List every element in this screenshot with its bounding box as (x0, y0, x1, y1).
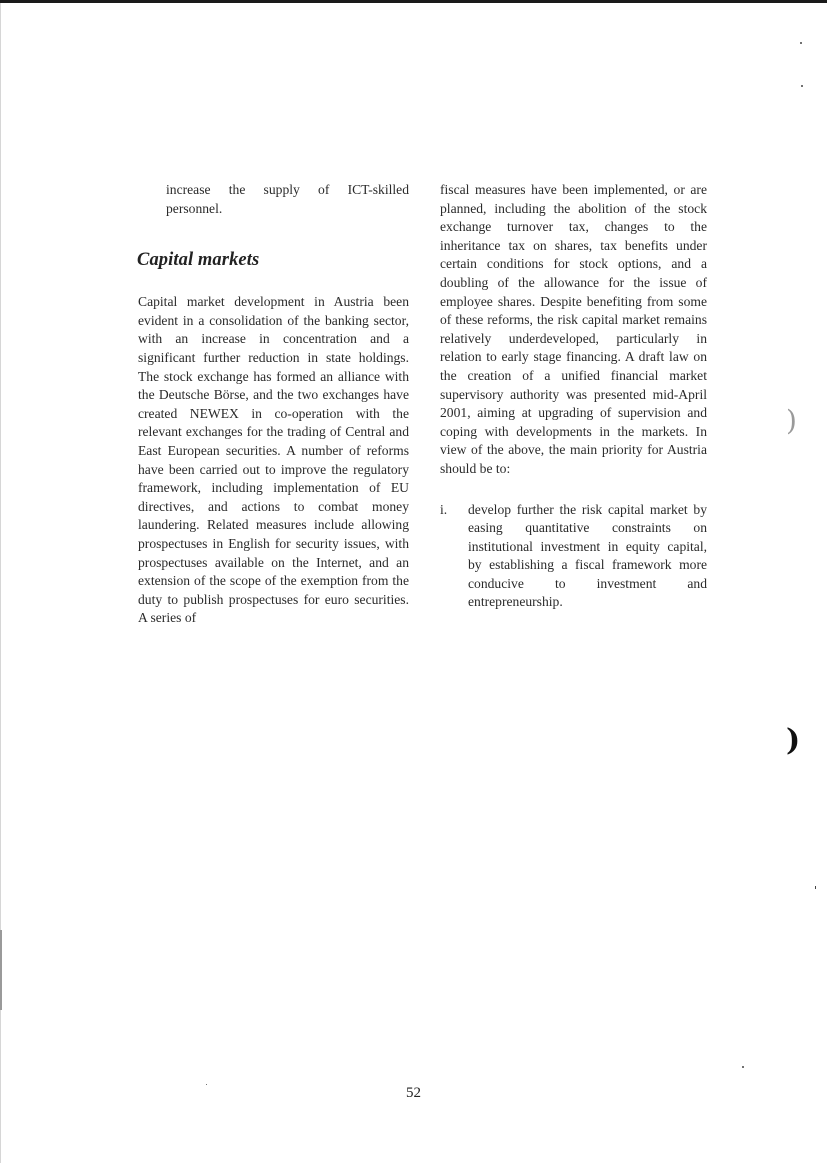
scan-left-edge-shadow (0, 930, 2, 1010)
scan-speck (800, 42, 802, 44)
fiscal-measures-paragraph: fiscal measures have been implemented, or are planned, including the abolition of the stock exchange turnover tax, changes to the inheritance tax on shares, tax benefits under certain conditions for stock options, and a doubling of the allowance for the issue of employee shares. Despite benefiting from some of these reforms, the risk capital market remains relatively underdeveloped, particularly in relation to early stage financing. A draft law on the creation of a unified financial market supervisory authority was presented mid-April 2001, aiming at upgrading of supervision and coping with developments in the markets. In view of the above, the main priority for Austria should be to: (440, 182, 707, 476)
left-column (138, 181, 409, 628)
right-column (440, 181, 707, 612)
priority-list (440, 501, 707, 613)
list-marker: i. (440, 501, 448, 517)
margin-bracket-mark: ) (786, 404, 797, 437)
scan-speck (742, 1066, 744, 1068)
scan-speck (801, 85, 803, 87)
continuation-paragraph: increase the supply of ICT-skilled personnel. (166, 182, 409, 216)
top-rule (0, 0, 827, 3)
list-item (440, 501, 707, 613)
scan-speck (206, 1084, 207, 1085)
list-item-text: develop further the risk capital market by easing quantitative constraints on institutional investment in equity capital, by establishing a fiscal framework more conducive to investment and entrepreneurship. (468, 501, 707, 610)
section-heading: Capital markets (137, 250, 260, 271)
scan-speck (815, 886, 816, 889)
capital-markets-paragraph: Capital market development in Austria been evident in a consolidation of the banking sector, with an increase in concentration and a significant further reduction in state holdings. The stock exchange has formed an alliance with the Deutsche Börse, and the two exchanges have created NEWEX in co-operation with the relevant exchanges for the trading of Central and East European securities. A number of reforms have been carried out to improve the regulatory framework, including implementation of EU directives, and actions to combat money laundering. Related measures include allowing prospectuses in English for security issues, with prospectuses available on the Internet, and an extension of the scope of the exemption from the duty to publish prospectuses for euro securities. A series of (138, 294, 409, 626)
page-number: 52 (406, 1085, 421, 1101)
margin-bracket-mark: ) (786, 723, 801, 758)
